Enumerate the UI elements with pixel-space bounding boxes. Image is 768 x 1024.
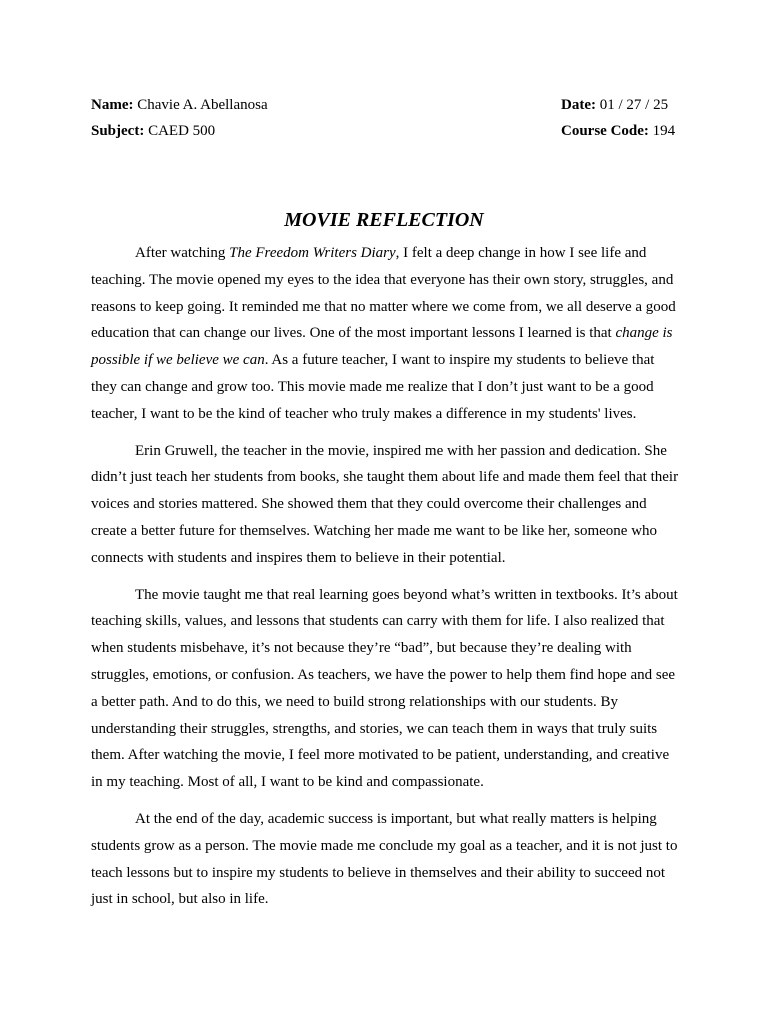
name-label: Name: xyxy=(91,97,134,113)
date-field xyxy=(561,92,668,118)
document-title: MOVIE REFLECTION xyxy=(284,209,484,231)
paragraph-1-text-b: , I felt a deep change in how I see life and teaching. The movie opened my eyes to the idea that everyone has their own story, struggles, and reasons to keep going. It reminded me that no matter where we come from, we all deserve a good education that can change our lives. One of the most important lessons I learned is that xyxy=(91,245,676,342)
movie-title-text: The Freedom Writers Diary xyxy=(229,245,396,261)
document-body xyxy=(91,240,679,923)
subject-field xyxy=(91,118,215,144)
document-header xyxy=(91,92,678,144)
course-code-value: 194 xyxy=(652,123,676,139)
course-code-field xyxy=(561,118,675,144)
paragraph-4: At the end of the day, academic success is important, but what really matters is helping students grow as a person. The movie made me conclude my goal as a teacher, and it is not just to teach lessons but to inspire my students to believe in themselves and their ability to succeed not just in school, but also in life. xyxy=(91,810,678,908)
paragraph-1 xyxy=(91,240,679,428)
subject-label: Subject: xyxy=(91,123,145,139)
date-label: Date: xyxy=(561,97,596,113)
paragraph-1-text-c: . As a future teacher, I want to inspire my students to believe that they can change and grow too. This movie made me realize that I don’t just want to be a good teacher, I want to be the kind of teacher who truly makes a difference in my students' lives. xyxy=(91,352,655,422)
emphasis-text: change is possible if we believe we can xyxy=(91,325,673,369)
paragraph-1-text-a: After watching xyxy=(135,245,230,261)
header-row-1 xyxy=(91,92,678,118)
subject-value: CAED 500 xyxy=(148,123,216,139)
name-value: Chavie A. Abellanosa xyxy=(137,97,268,113)
paragraph-2: Erin Gruwell, the teacher in the movie, inspired me with her passion and dedication. She didn’t just teach her students from books, she taught them about life and made them feel that their voices and stories mattered. She showed them that they could overcome their challenges and create a better future for themselves. Watching her made me want to be like her, someone who connects with students and inspires them to believe in their potential. xyxy=(91,442,679,566)
paragraph-3: The movie taught me that real learning goes beyond what’s written in textbooks. It’s about teaching skills, values, and lessons that students can carry with them for life. I also realized that when students misbehave, it’s not because they’re “bad”, but because they’re dealing with struggles, emotions, or confusion. As teachers, we have the power to help them find hope and see a better path. And to do this, we need to build strong relationships with our students. By understanding their struggles, strengths, and stories, we can teach them in ways that truly suits them. After watching the movie, I feel more motivated to be patient, understanding, and creative in my teaching. Most of all, I want to be kind and compassionate. xyxy=(91,586,678,791)
date-value: 01 / 27 / 25 xyxy=(599,97,669,113)
header-row-2 xyxy=(91,118,678,144)
course-code-label: Course Code: xyxy=(561,123,649,139)
name-field xyxy=(91,92,268,118)
